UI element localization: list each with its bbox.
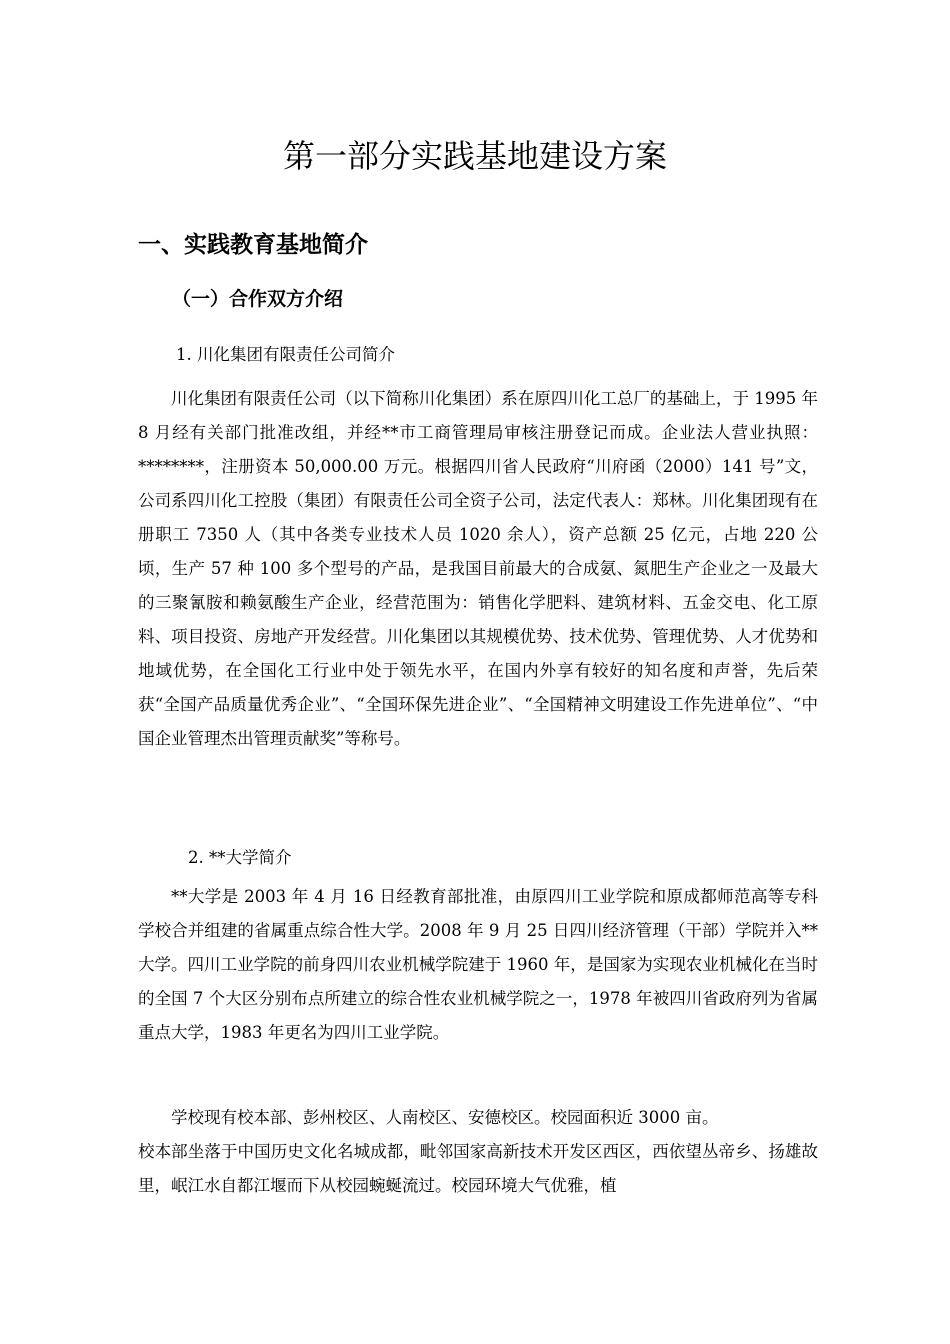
item-heading-university: 2. **大学简介 (188, 848, 292, 867)
campus-paragraph: 校本部坐落于中国历史文化名城成都，毗邻国家高新技术开发区西区，西依望丛帝乡、扬雄故里，岷江水自都江堰而下从校园蜿蜒流过。校园环境大气优雅，植 (138, 1142, 818, 1195)
university-intro-paragraph: **大学是 2003 年 4 月 16 日经教育部批准，由原四川工业学院和原成都师范高等专科学校合并组建的省属重点综合性大学。2008 年 9 月 25 日四川经济管理（干部）学院并入**大学。四川工业学院的前身四川农业机械学院建于 1960 年，是国家为实现农业机械化在当时的全国 7 个大区分别布点所建立的综合性农业机械学院之一，1978 年被四川省政府列为省属重点大学，1983 年更名为四川工业学院。 (138, 887, 818, 1042)
section-heading: 一、实践教育基地简介 (138, 232, 368, 258)
item-heading-company: 1. 川化集团有限责任公司简介 (176, 345, 395, 364)
subsection-heading: （一）合作双方介绍 (172, 288, 344, 310)
campus-paragraph-first-line: 学校现有校本部、彭州校区、人南校区、安德校区。校园面积近 3000 亩。 (171, 1108, 719, 1127)
document-title: 第一部分实践基地建设方案 (282, 137, 667, 175)
company-intro-paragraph: 川化集团有限责任公司（以下简称川化集团）系在原四川化工总厂的基础上，于 1995 年 8 月经有关部门批准改组，并经**市工商管理局审核注册登记而成。企业法人营业执照：********，注册资本 50,000.00 万元。根据四川省人民政府“川府函（2000）141 号”文，公司系四川化工控股（集团）有限责任公司全资子公司，法定代表人：郑林。川化集团现有在册职工 7350 人（其中各类专业技术人员 1020 余人），资产总额 25 亿元，占地 220 公顷，生产 57 种 100 多个型号的产品，是我国目前最大的合成氨、氮肥生产企业之一及最大的三聚氰胺和赖氨酸生产企业，经营范围为：销售化学肥料、建筑材料、五金交电、化工原料、项目投资、房地产开发经营。川化集团以其规模优势、技术优势、管理优势、人才优势和地域优势，在全国化工行业中处于领先水平，在国内外享有较好的知名度和声誉，先后荣获“全国产品质量优秀企业”、“全国环保先进企业”、“全国精神文明建设工作先进单位”、“中国企业管理杰出管理贡献奖”等称号。 (138, 389, 818, 748)
